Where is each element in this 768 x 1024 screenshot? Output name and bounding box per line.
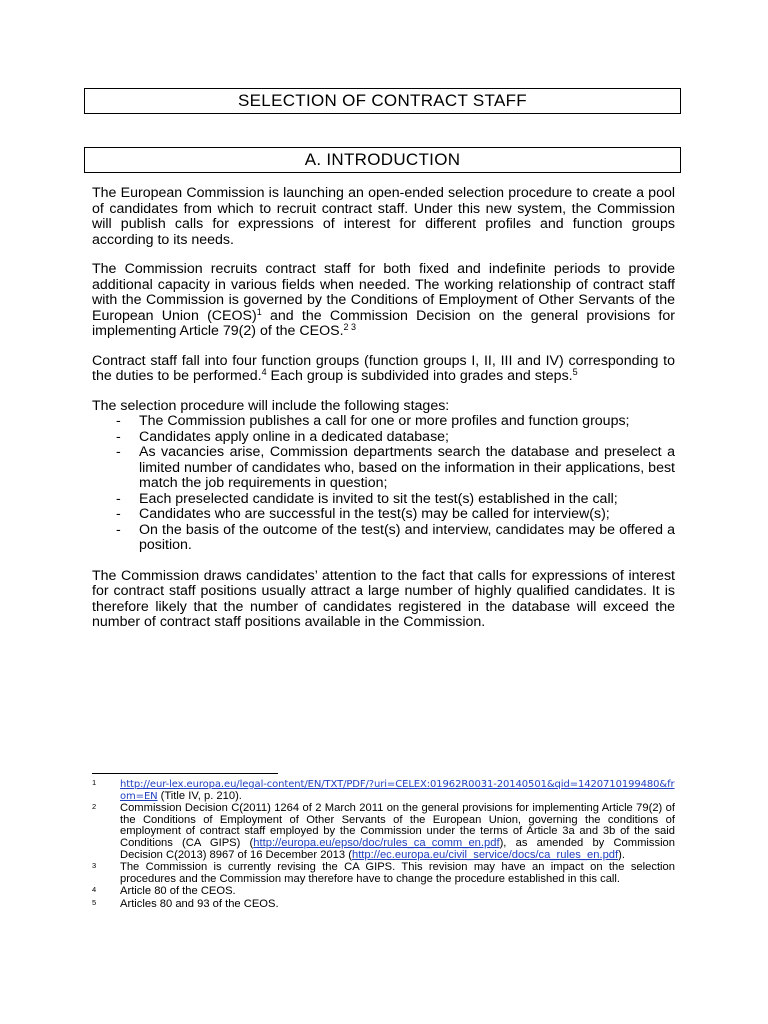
footnote-text: Commission Decision C(2011) 1264 of 2 March 2011 on the general provisions for implementing Article 79(2) of the Conditions of Employment of Other Servants of the European Union, governing the conditions of employment of contract staff employed by the Commission under the terms of Article 3a and 3b of the said Conditions (CA GIPS) ( [120, 802, 675, 849]
eur-lex-link[interactable]: http://eur-lex.europa.eu/legal-content/EN/TXT/PDF/?uri=CELEX:01962R0031-20140501&qid=1420710199480&from=EN [120, 779, 675, 802]
footnote-ref-5[interactable]: 5 [572, 367, 578, 377]
footnotes [92, 779, 675, 912]
recruitment-text-cont: and the Commission Decision on the general provisions for implementing Article 79(2) of the CEOS. [92, 307, 675, 339]
list-item [92, 445, 675, 492]
function-groups-text: Contract staff fall into four function groups (function groups I, II, III and IV) corresponding to the duties to be performed. [92, 352, 675, 384]
footnote-separator [92, 773, 278, 774]
footnote-4 [92, 886, 675, 898]
footnote-number: 3 [92, 861, 97, 871]
stages-block [92, 399, 675, 554]
list-item-text: Candidates who are successful in the test(s) may be called for interview(s); [139, 506, 610, 522]
bullet-dash: - [116, 490, 121, 507]
footnote-text-end: ). [618, 848, 625, 861]
stages-list [92, 414, 675, 554]
footnote-ref-1[interactable]: 1 [256, 306, 262, 317]
list-item-text: Candidates apply online in a dedicated database; [139, 428, 449, 445]
bullet-dash: - [116, 428, 121, 445]
footnote-1 [92, 779, 675, 802]
epso-rules-link[interactable]: http://europa.eu/epso/doc/rules_ca_comm_en.pdf [253, 836, 500, 849]
recruitment-paragraph [92, 262, 675, 340]
footnote-ref-4[interactable]: 4 [261, 367, 267, 377]
document-title: SELECTION OF CONTRACT STAFF [84, 88, 681, 114]
list-item [92, 430, 675, 446]
footnote-number: 1 [92, 778, 97, 787]
list-item-text: Each preselected candidate is invited to sit the test(s) established in the call; [139, 490, 618, 507]
footnote-ref-2-3[interactable]: 2 3 [343, 322, 357, 332]
function-groups-text-cont: Each group is subdivided into grades and steps. [266, 368, 573, 384]
footnote-text: (Title IV, p. 210). [157, 789, 242, 802]
list-item-text: As vacancies arise, Commission departments search the database and preselect a limited number of candidates who, based on the information in their applications, best match the job requirements in question; [139, 444, 675, 491]
list-item-text: The Commission publishes a call for one or more profiles and function groups; [139, 413, 630, 429]
footnote-number: 4 [92, 885, 97, 895]
bullet-dash: - [116, 413, 121, 429]
list-item [92, 414, 675, 430]
body-text [92, 186, 675, 645]
list-item [92, 492, 675, 508]
footnote-text: Article 80 of the CEOS. [120, 885, 236, 898]
footnote-number: 2 [92, 802, 97, 812]
intro-paragraph: The European Commission is launching an open-ended selection procedure to create a pool of candidates from which to recruit contract staff. Under this new system, the Commission will publish calls for expressions of interest for different profiles and function groups according to its needs. [92, 185, 675, 248]
civil-service-rules-link[interactable]: http://ec.europa.eu/civil_service/docs/ca_rules_en.pdf [351, 848, 619, 861]
footnote-number: 5 [92, 897, 97, 907]
footnote-5 [92, 899, 675, 911]
function-groups-paragraph [92, 354, 675, 385]
recruitment-text: The Commission recruits contract staff for both fixed and indefinite periods to provide additional capacity in various fields when needed. The working relationship of contract staff with the Commission is governed by the Conditions of Employment of Other Servants of the European Union (CEOS) [92, 261, 675, 324]
stages-intro: The selection procedure will include the following stages: [92, 397, 450, 414]
footnote-text: The Commission is currently revising the CA GIPS. This revision may have an impact on the selection procedures and the Commission may therefore have to change the procedure established in this call. [120, 861, 675, 885]
bullet-dash: - [116, 444, 121, 460]
footnote-2 [92, 803, 675, 861]
footnote-3 [92, 862, 675, 885]
section-heading: A. INTRODUCTION [84, 147, 681, 173]
bullet-dash: - [116, 521, 121, 538]
bullet-dash: - [116, 506, 121, 522]
footnote-text: Articles 80 and 93 of the CEOS. [120, 897, 279, 910]
attention-paragraph: The Commission draws candidates’ attention to the fact that calls for expressions of interest for contract staff positions usually attract a large number of highly qualified candidates. It is therefore likely that the number of candidates registered in the database will exceed the number of contract staff positions available in the Commission. [92, 567, 675, 630]
list-item [92, 523, 675, 554]
list-item-text: On the basis of the outcome of the test(s) and interview, candidates may be offered a position. [139, 521, 675, 553]
footnote-text-cont: ), as amended by Commission Decision C(2013) 8967 of 16 December 2013 ( [120, 836, 675, 861]
list-item [92, 507, 675, 523]
